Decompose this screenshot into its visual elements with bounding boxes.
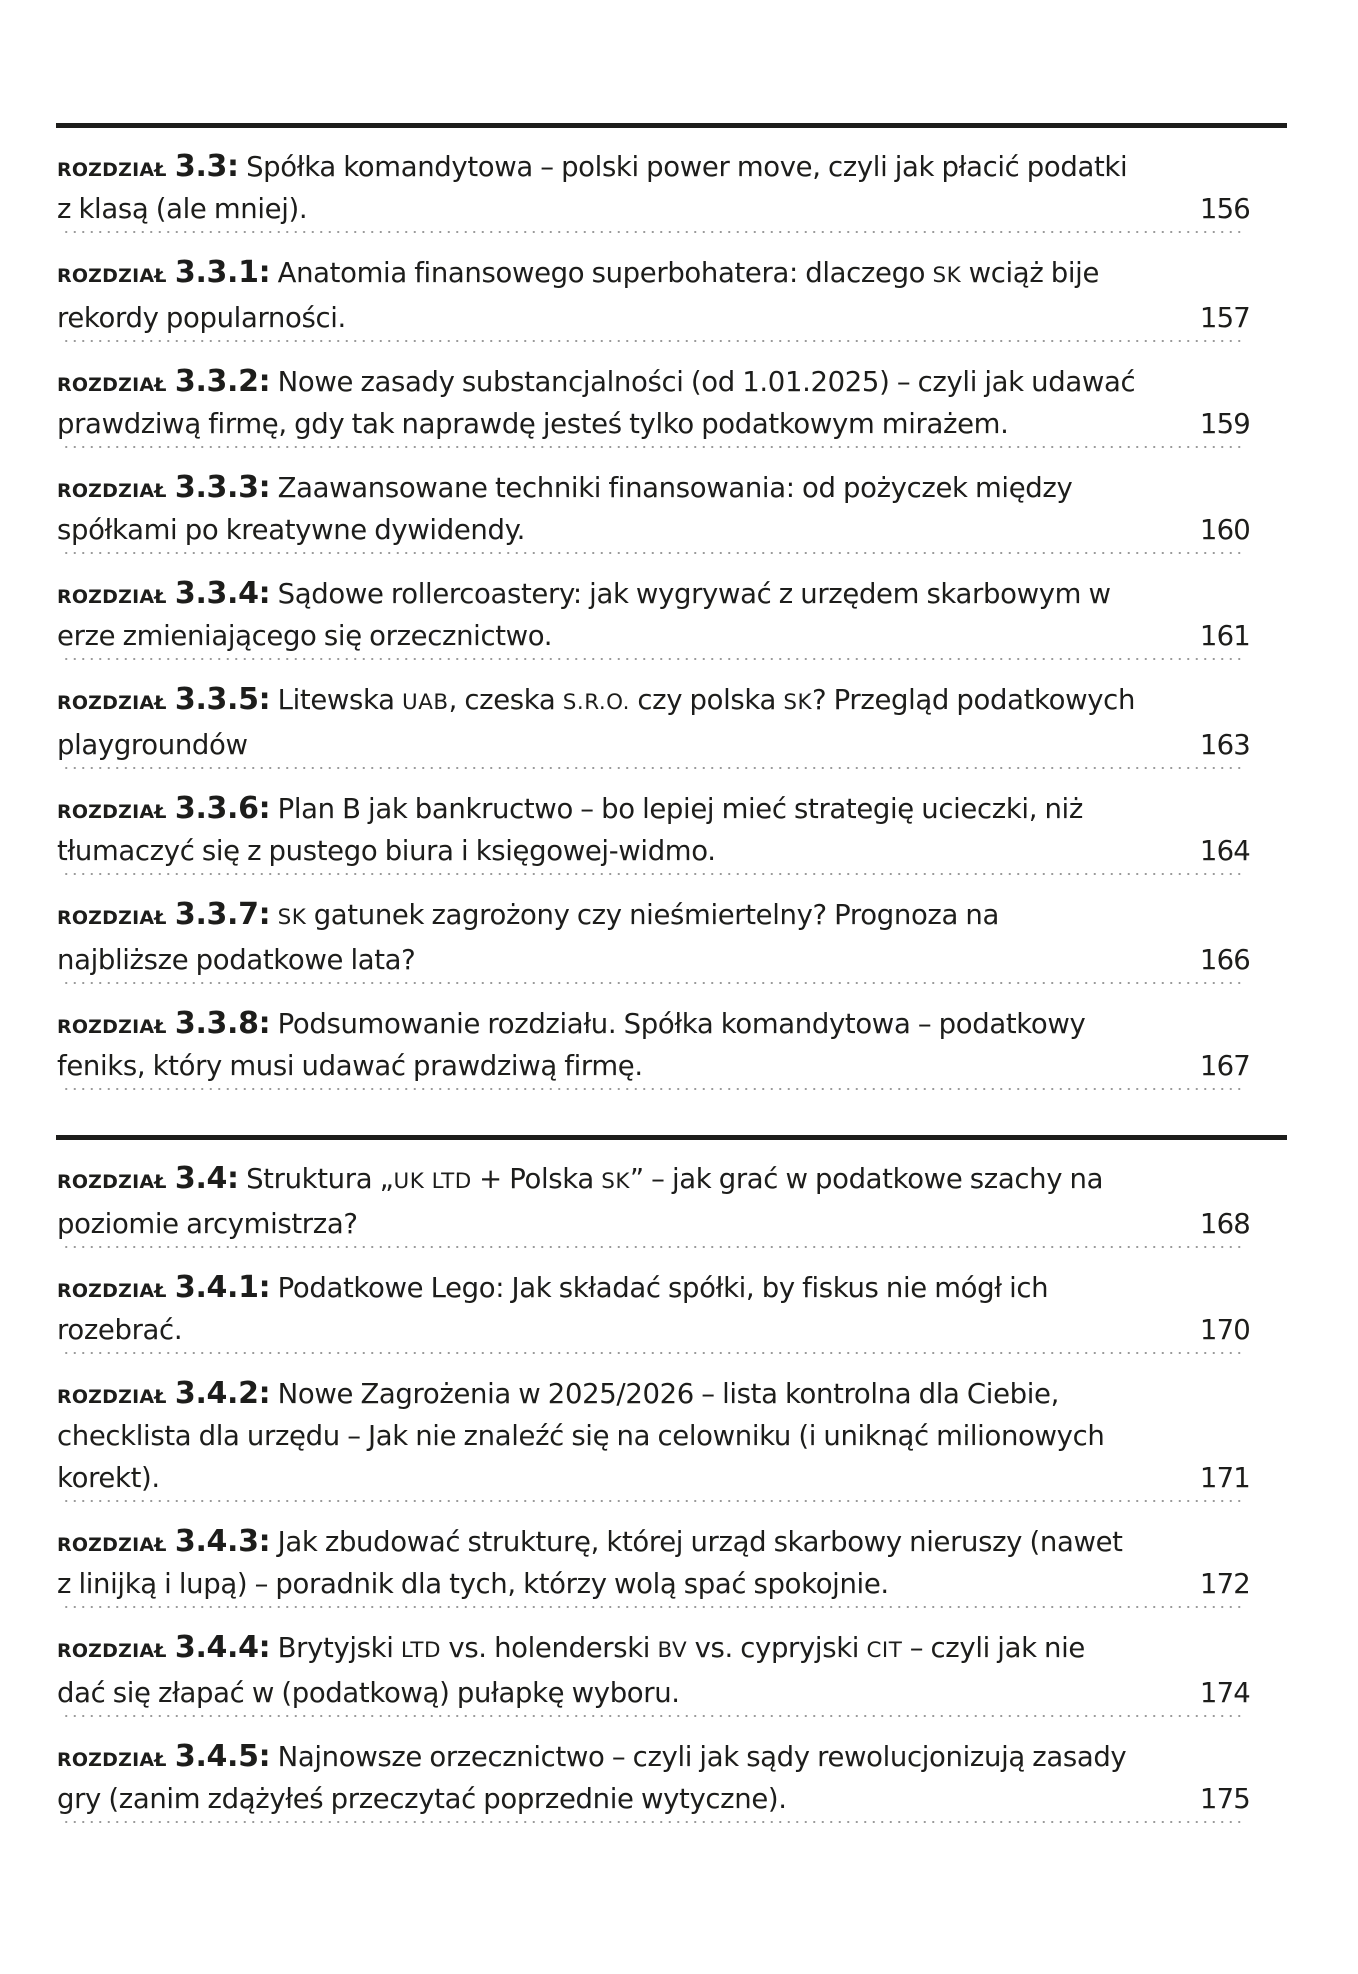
- chapter-number: 3.3.3:: [174, 470, 271, 505]
- chapter-label: [57, 1008, 270, 1040]
- entry-text: [57, 788, 1137, 872]
- abbreviation: SK: [601, 1169, 630, 1194]
- abbreviation: SK: [932, 263, 962, 288]
- chapter-title: Nowe zasady substancjalności (od 1.01.2025) – czyli jak udawać prawdziwą firmę, gdy tak naprawdę jesteś tylko podatkowym mirażem.: [57, 366, 1136, 440]
- chapter-title: Podatkowe Lego: Jak składać spółki, by fiskus nie mógł ich rozebrać.: [57, 1272, 1049, 1346]
- abbreviation: LTD: [431, 1169, 472, 1194]
- entry-text: [57, 573, 1137, 657]
- chapter-title: Struktura „UK LTD + Polska SK” – jak grać w podatkowe szachy na poziomie arcymistrza?: [57, 1163, 1104, 1240]
- chapter-number: 3.4.1:: [174, 1270, 271, 1305]
- chapter-title: Litewska UAB, czeska S.R.O. czy polska SK? Przegląd podatkowych playgroundów: [57, 684, 1136, 761]
- chapter-label: [57, 1378, 270, 1410]
- page-number: 163: [1199, 729, 1250, 761]
- entry-text: [57, 252, 1137, 339]
- abbreviation: LTD: [400, 1638, 442, 1663]
- table-of-contents: [57, 123, 1287, 1842]
- chapter-label: [57, 1632, 270, 1664]
- chapter-number: 3.4.2:: [174, 1376, 271, 1411]
- toc-entry-list: [57, 1140, 1287, 1823]
- chapter-label: [57, 366, 270, 398]
- chapter-title: Jak zbudować strukturę, której urząd skarbowy nieruszy (nawet z linijką i lupą) – poradnik dla tych, którzy wolą spać spokojnie.: [57, 1526, 1123, 1600]
- chapter-label: [57, 1526, 270, 1558]
- page-number: 168: [1199, 1208, 1250, 1240]
- chapter-label: [57, 899, 270, 931]
- page-number: 164: [1199, 835, 1250, 867]
- entry-text: [57, 1736, 1137, 1820]
- chapter-keyword: rozdział: [57, 1163, 167, 1195]
- entry-text: [57, 1373, 1137, 1499]
- toc-entry[interactable]: [57, 1158, 1250, 1248]
- entry-text: [57, 1158, 1137, 1245]
- chapter-title: Zaawansowane techniki finansowania: od pożyczek między spółkami po kreatywne dywidendy.: [57, 472, 1073, 546]
- entry-text: [57, 1627, 1137, 1714]
- page-number: 175: [1199, 1783, 1250, 1815]
- chapter-keyword: rozdział: [57, 1741, 167, 1773]
- chapter-title: Plan B jak bankructwo – bo lepiej mieć strategię ucieczki, niż tłumaczyć się z pustego biura i księgowej-widmo.: [57, 793, 1083, 867]
- chapter-label: [57, 151, 239, 183]
- chapter-number: 3.4.4:: [174, 1630, 271, 1665]
- toc-entry[interactable]: [57, 1521, 1250, 1608]
- abbreviation: UAB: [402, 690, 449, 715]
- chapter-number: 3.3.5:: [174, 682, 271, 717]
- page-number: 159: [1199, 408, 1250, 440]
- chapter-label: [57, 472, 270, 504]
- chapter-title: Spółka komandytowa – polski power move, czyli jak płacić podatki z klasą (ale mniej).: [57, 151, 1128, 225]
- chapter-number: 3.4.3:: [174, 1524, 271, 1559]
- entry-text: [57, 679, 1137, 766]
- chapter-number: 3.3.7:: [174, 897, 271, 932]
- toc-entry[interactable]: [57, 1003, 1250, 1090]
- chapter-label: [57, 257, 270, 289]
- chapter-keyword: rozdział: [57, 472, 167, 504]
- chapter-keyword: rozdział: [57, 684, 167, 716]
- chapter-title: Brytyjski LTD vs. holenderski BV vs. cypryjski CIT – czyli jak nie dać się złapać w (podatkową) pułapkę wyboru.: [57, 1632, 1085, 1709]
- chapter-number: 3.3.8:: [174, 1006, 271, 1041]
- chapter-label: [57, 1741, 270, 1773]
- chapter-label: [57, 578, 270, 610]
- page-number: 166: [1199, 944, 1250, 976]
- chapter-number: 3.3.4:: [174, 576, 271, 611]
- entry-text: [57, 1521, 1137, 1605]
- page-number: 160: [1199, 514, 1250, 546]
- chapter-title: Podsumowanie rozdziału. Spółka komandytowa – podatkowy feniks, który musi udawać prawdziwą firmę.: [57, 1008, 1086, 1082]
- entry-text: [57, 1267, 1137, 1351]
- toc-entry[interactable]: [57, 146, 1250, 233]
- entry-text: [57, 1003, 1137, 1087]
- abbreviation: SK: [783, 690, 813, 715]
- page-number: 172: [1199, 1568, 1250, 1600]
- chapter-keyword: rozdział: [57, 1378, 167, 1410]
- page-number: 174: [1199, 1677, 1250, 1709]
- chapter-number: 3.4:: [174, 1161, 239, 1196]
- chapter-keyword: rozdział: [57, 1526, 167, 1558]
- chapter-keyword: rozdział: [57, 1272, 167, 1304]
- chapter-title: Anatomia finansowego superbohatera: dlaczego SK wciąż bije rekordy popularności.: [57, 257, 1100, 334]
- toc-entry[interactable]: [57, 1267, 1250, 1354]
- entry-text: [57, 467, 1137, 551]
- chapter-title: Nowe Zagrożenia w 2025/2026 – lista kontrolna dla Ciebie, checklista dla urzędu – Jak nie znaleźć się na celowniku (i uniknąć milionowych korekt).: [57, 1378, 1105, 1494]
- toc-entry[interactable]: [57, 467, 1250, 554]
- chapter-keyword: rozdział: [57, 257, 167, 289]
- page-number: 161: [1199, 620, 1250, 652]
- toc-entry[interactable]: [57, 894, 1250, 984]
- abbreviation: UK: [393, 1169, 425, 1194]
- page-number: 167: [1199, 1050, 1250, 1082]
- entry-text: [57, 361, 1137, 445]
- toc-entry[interactable]: [57, 573, 1250, 660]
- page-number: 170: [1199, 1314, 1250, 1346]
- chapter-label: [57, 793, 270, 825]
- chapter-keyword: rozdział: [57, 578, 167, 610]
- chapter-title: Sądowe rollercoastery: jak wygrywać z urzędem skarbowym w erze zmieniającego się orzecznictwo.: [57, 578, 1111, 652]
- toc-entry[interactable]: [57, 788, 1250, 875]
- chapter-keyword: rozdział: [57, 366, 167, 398]
- toc-entry-list: [57, 128, 1287, 1090]
- toc-section-3-3: [57, 123, 1287, 1090]
- chapter-number: 3.3:: [174, 149, 239, 184]
- page-number: 156: [1199, 193, 1250, 225]
- chapter-keyword: rozdział: [57, 1008, 167, 1040]
- toc-entry[interactable]: [57, 679, 1250, 769]
- chapter-keyword: rozdział: [57, 1632, 167, 1664]
- chapter-keyword: rozdział: [57, 793, 167, 825]
- chapter-number: 3.4.5:: [174, 1739, 271, 1774]
- entry-text: [57, 894, 1137, 981]
- chapter-title: Najnowsze orzecznictwo – czyli jak sądy rewolucjonizują zasady gry (zanim zdążyłeś przeczytać poprzednie wytyczne).: [57, 1741, 1127, 1815]
- chapter-label: [57, 1163, 239, 1195]
- chapter-number: 3.3.1:: [174, 255, 271, 290]
- abbreviation: BV: [657, 1638, 688, 1663]
- chapter-number: 3.3.2:: [174, 364, 271, 399]
- abbreviation: SK: [277, 905, 307, 930]
- toc-entry[interactable]: [57, 252, 1250, 342]
- toc-entry[interactable]: [57, 1627, 1250, 1717]
- toc-section-3-4: [57, 1135, 1287, 1823]
- toc-entry[interactable]: [57, 1736, 1250, 1823]
- chapter-title: SK gatunek zagrożony czy nieśmiertelny? Prognoza na najbliższe podatkowe lata?: [57, 899, 999, 976]
- chapter-keyword: rozdział: [57, 151, 167, 183]
- abbreviation: CIT: [866, 1638, 903, 1663]
- chapter-label: [57, 684, 270, 716]
- toc-entry[interactable]: [57, 361, 1250, 448]
- page-number: 157: [1199, 302, 1250, 334]
- toc-entry[interactable]: [57, 1373, 1250, 1502]
- chapter-label: [57, 1272, 270, 1304]
- chapter-keyword: rozdział: [57, 899, 167, 931]
- page-number: 171: [1199, 1462, 1250, 1494]
- entry-text: [57, 146, 1137, 230]
- abbreviation: S.R.O.: [562, 690, 630, 715]
- chapter-number: 3.3.6:: [174, 791, 271, 826]
